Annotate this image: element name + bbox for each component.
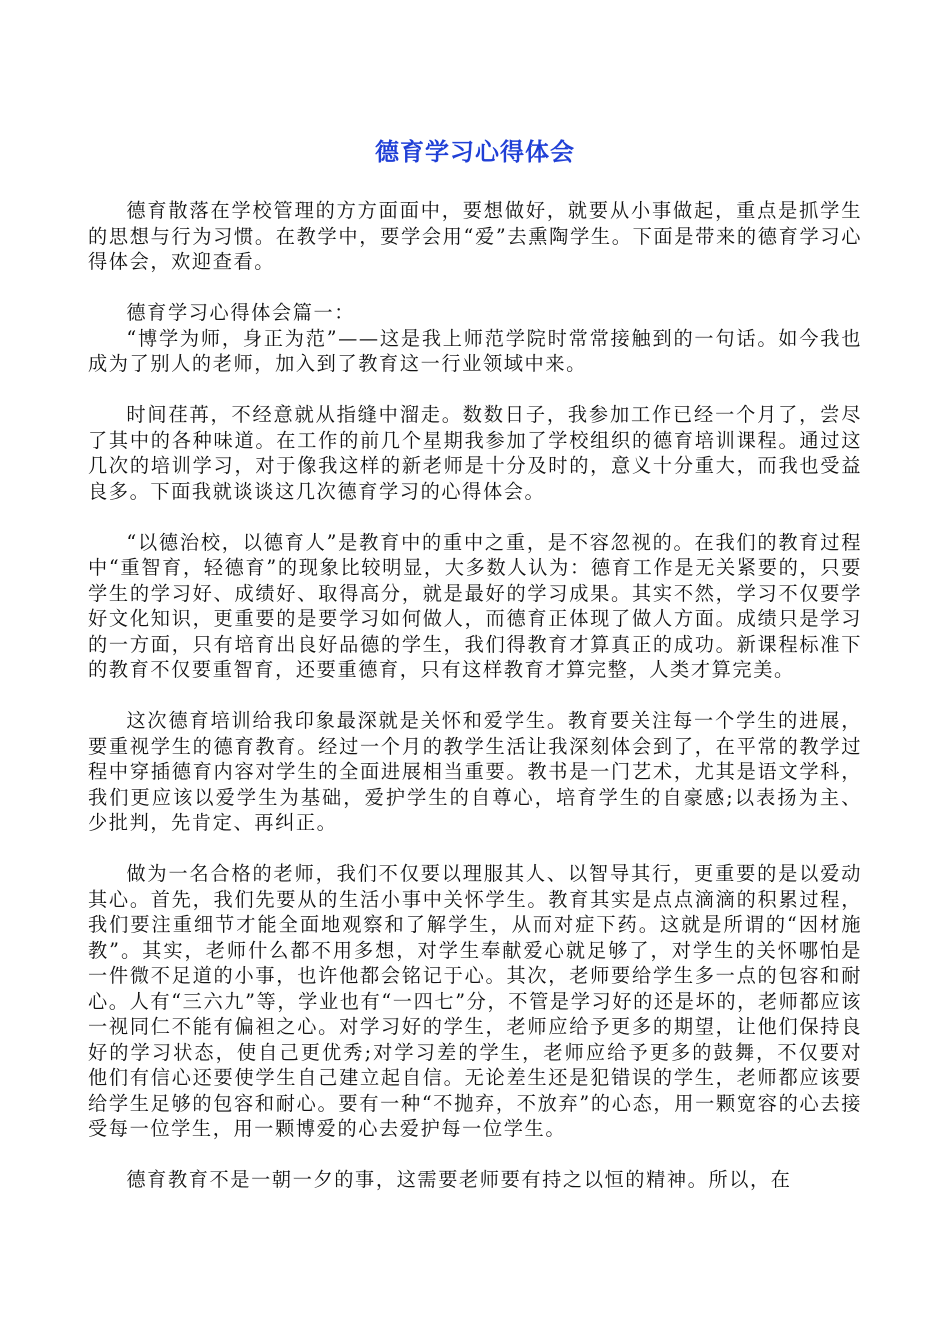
document-body — [88, 198, 862, 1218]
paragraph: 这次德育培训给我印象最深就是关怀和爱学生。教育要关注每一个学生的进展，要重视学生的德育教育。经过一个月的教学生活让我深刻体会到了，在平常的教学过程中穿插德育内容对学生的全面进展相当重要。教书是一门艺术，尤其是语文学科，我们更应该以爱学生为基础，爱护学生的自尊心，培育学生的自豪感;以表扬为主、少批判，先肯定、再纠正。 — [88, 709, 862, 834]
section-heading: 德育学习心得体会篇一： — [126, 301, 356, 324]
paragraph: “以德治校，以德育人”是教育中的重中之重，是不容忽视的。在我们的教育过程中“重智育，轻德育”的现象比较明显，大多数人认为：德育工作是无关紧要的，只要学生的学习好、成绩好、取得高分，就是最好的学习成果。其实不然，学习不仅要学好文化知识，更重要的是要学习如何做人，而德育正体现了做人方面。成绩只是学习的一方面，只有培育出良好品德的学生，我们得教育才算真正的成功。新课程标准下的教育不仅要重智育，还要重德育，只有这样教育才算完整，人类才算完美。 — [88, 530, 862, 681]
paragraph: 做为一名合格的老师，我们不仅要以理服其人、以智导其行，更重要的是以爱动其心。首先，我们先要从的生活小事中关怀学生。教育其实是点点滴滴的积累过程，我们要注重细节才能全面地观察和了解学生，从而对症下药。这就是所谓的“因材施教”。其实，老师什么都不用多想，对学生奉献爱心就足够了，对学生的关怀哪怕是一件微不足道的小事，也许他都会铭记于心。其次，老师要给学生多一点的包容和耐心。人有“三六九”等，学业也有“一四七”分，不管是学习好的还是坏的，老师都应该一视同仁不能有偏袒之心。对学习好的学生，老师应给予更多的期望，让他们保持良好的学习状态，使自己更优秀;对学习差的学生，老师应给予更多的鼓舞，不仅要对他们有信心还要使学生自己建立起自信。无论差生还是犯错误的学生，老师都应该要给学生足够的包容和耐心。要有一种“不抛弃，不放弃”的心态，用一颗宽容的心去接受每一位学生，用一颗博爱的心去爱护每一位学生。 — [88, 862, 862, 1140]
document-title: 德育学习心得体会 — [375, 138, 575, 166]
paragraph: “博学为师，身正为范”——这是我上师范学院时常常接触到的一句话。如今我也成为了别人的老师，加入到了教育这一行业领域中来。 — [88, 326, 862, 375]
paragraph: 时间荏苒，不经意就从指缝中溜走。数数日子，我参加工作已经一个月了，尝尽了其中的各种味道。在工作的前几个星期我参加了学校组织的德育培训课程。通过这几次的培训学习，对于像我这样的新老师是十分及时的，意义十分重大，而我也受益良多。下面我就谈谈这几次德育学习的心得体会。 — [88, 403, 862, 503]
paragraph: 德育教育不是一朝一夕的事，这需要老师要有持之以恒的精神。所以，在 — [126, 1168, 792, 1191]
paragraph-intro: 德育散落在学校管理的方方面面中，要想做好，就要从小事做起，重点是抓学生的思想与行为习惯。在教学中，要学会用“爱”去熏陶学生。下面是带来的德育学习心得体会，欢迎查看。 — [88, 199, 862, 273]
